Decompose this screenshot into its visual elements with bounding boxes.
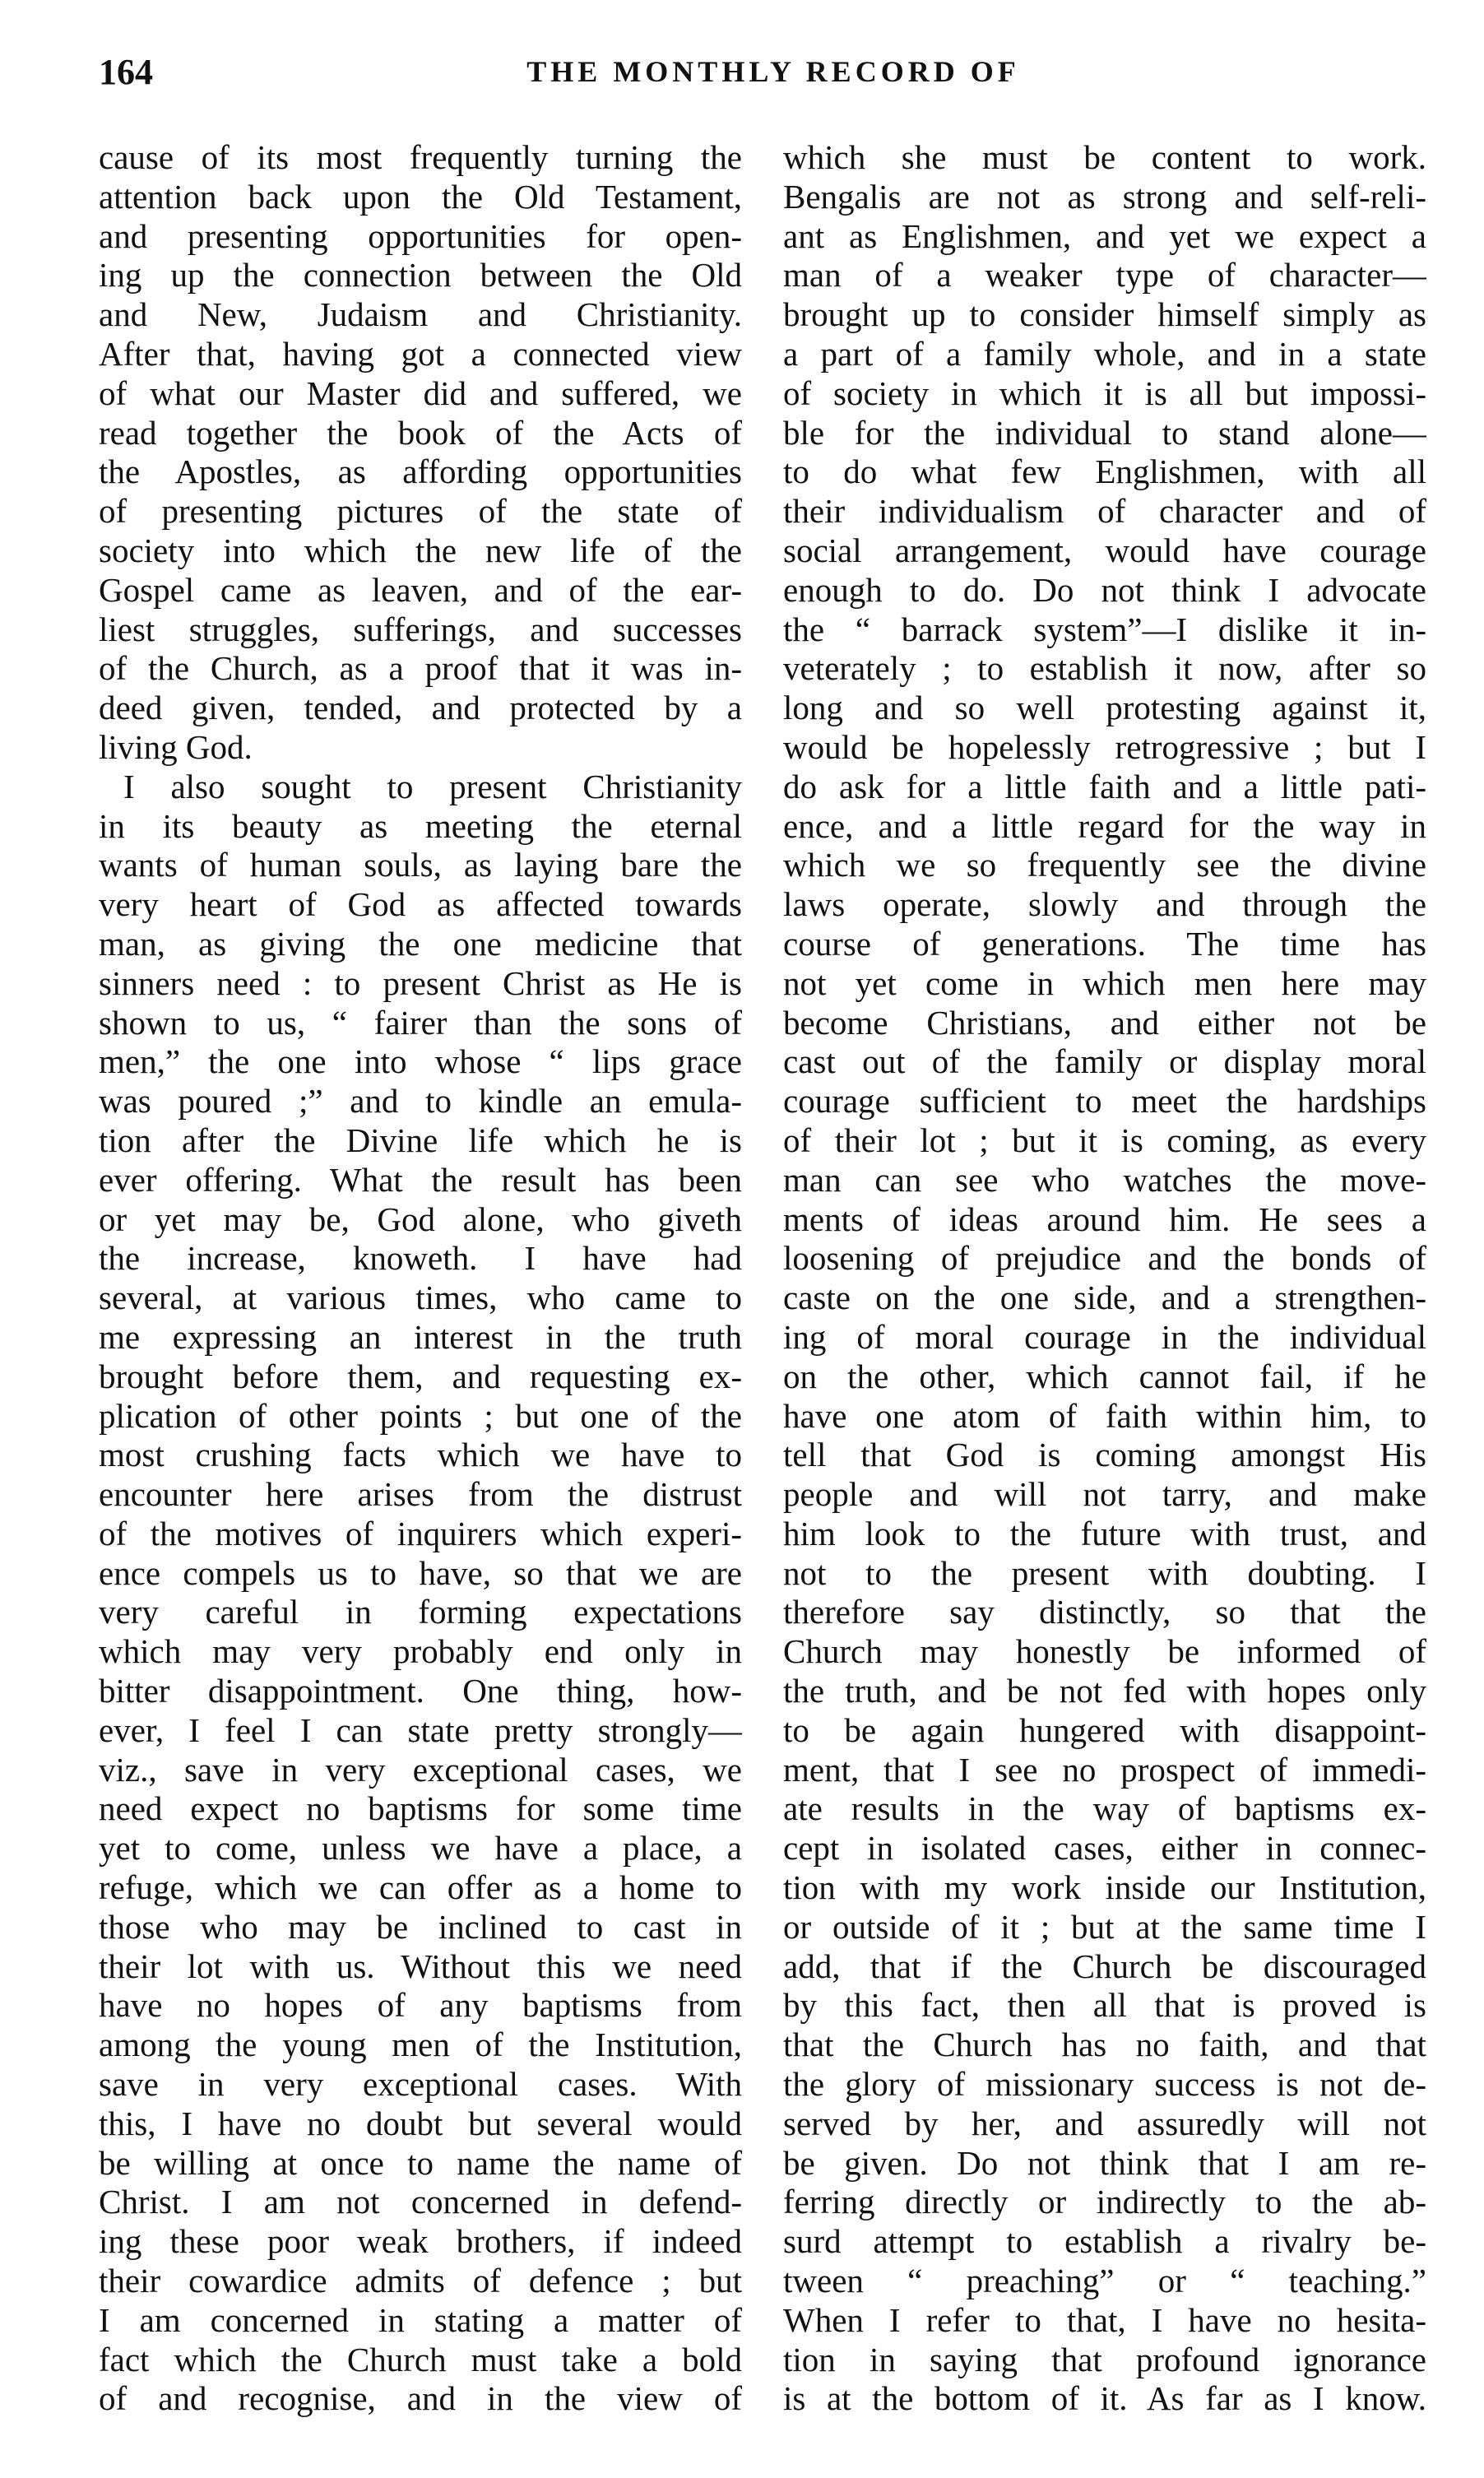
text-line: which she must be content to work. bbox=[783, 138, 1426, 176]
left-column bbox=[99, 138, 742, 2419]
text-line: viz., save in very exceptional cases, we bbox=[99, 1750, 742, 1789]
text-line: ing up the connection between the Old bbox=[99, 256, 742, 295]
text-line: tion with my work inside our Institution, bbox=[783, 1868, 1426, 1907]
text-line: of the Church, as a proof that it was in- bbox=[99, 649, 742, 688]
text-line: ments of ideas around him. He sees a bbox=[783, 1200, 1426, 1238]
text-line: most crushing facts which we have to bbox=[99, 1436, 742, 1474]
text-line: sinners need : to present Christ as He is bbox=[99, 963, 742, 1002]
text-line: of society in which it is all but impossi- bbox=[783, 374, 1426, 412]
text-line: become Christians, and either not be bbox=[783, 1003, 1426, 1042]
text-line: ment, that I see no prospect of immedi- bbox=[783, 1750, 1426, 1789]
text-line: ing these poor weak brothers, if indeed bbox=[99, 2222, 742, 2261]
text-line: not to the present with doubting. I bbox=[783, 1553, 1426, 1592]
text-line: him look to the future with trust, and bbox=[783, 1514, 1426, 1552]
text-line: to do what few Englishmen, with all bbox=[783, 452, 1426, 491]
text-line: would be hopelessly retrogressive ; but I bbox=[783, 727, 1426, 766]
text-line: very heart of God as affected towards bbox=[99, 885, 742, 924]
text-line: long and so well protesting against it, bbox=[783, 689, 1426, 727]
text-line: ing of moral courage in the individual bbox=[783, 1317, 1426, 1356]
text-line: man, as giving the one medicine that bbox=[99, 924, 742, 963]
text-line: encounter here arises from the distrust bbox=[99, 1475, 742, 1514]
text-line: of presenting pictures of the state of bbox=[99, 492, 742, 531]
text-line: deed given, tended, and protected by a bbox=[99, 689, 742, 727]
text-line: be given. Do not think that I am re- bbox=[783, 2143, 1426, 2182]
text-line: man of a weaker type of character— bbox=[783, 256, 1426, 295]
text-line: Church may honestly be informed of bbox=[783, 1632, 1426, 1671]
text-line: of the motives of inquirers which experi- bbox=[99, 1514, 742, 1552]
text-line: in its beauty as meeting the eternal bbox=[99, 806, 742, 845]
text-line: living God. bbox=[99, 727, 253, 766]
text-line: and New, Judaism and Christianity. bbox=[99, 295, 742, 334]
text-line: plication of other points ; but one of the bbox=[99, 1396, 742, 1435]
text-line: men,” the one into whose “ lips grace bbox=[99, 1042, 742, 1081]
text-line: to be again hungered with disappoint- bbox=[783, 1710, 1426, 1749]
text-line: When I refer to that, I have no hesita- bbox=[783, 2300, 1426, 2339]
text-line: tion in saying that profound ignorance bbox=[783, 2340, 1426, 2378]
text-line: attention back upon the Old Testament, bbox=[99, 177, 742, 216]
text-line: or outside of it ; but at the same time I bbox=[783, 1907, 1426, 1946]
text-line: brought before them, and requesting ex- bbox=[99, 1357, 742, 1395]
text-line: ant as Englishmen, and yet we expect a bbox=[783, 216, 1426, 255]
text-line: ate results in the way of baptisms ex- bbox=[783, 1789, 1426, 1828]
text-line: of their lot ; but it is coming, as every bbox=[783, 1121, 1426, 1159]
text-line: Christ. I am not concerned in defend- bbox=[99, 2183, 742, 2221]
text-line: ence, and a little regard for the way in bbox=[783, 806, 1426, 845]
text-line: be willing at once to name the name of bbox=[99, 2143, 742, 2182]
text-line: ever offering. What the result has been bbox=[99, 1160, 742, 1199]
text-line: which we so frequently see the divine bbox=[783, 846, 1426, 884]
text-line: yet to come, unless we have a place, a bbox=[99, 1829, 742, 1868]
text-line: cause of its most frequently turning the bbox=[99, 138, 742, 176]
text-line: save in very exceptional cases. With bbox=[99, 2065, 742, 2104]
text-line: this, I have no doubt but several would bbox=[99, 2104, 742, 2142]
page-number: 164 bbox=[99, 52, 153, 92]
text-line: surd attempt to establish a rivalry be- bbox=[783, 2222, 1426, 2261]
text-line: very careful in forming expectations bbox=[99, 1593, 742, 1631]
text-line: their individualism of character and of bbox=[783, 492, 1426, 531]
text-line: the “ barrack system”—I dislike it in- bbox=[783, 610, 1426, 648]
text-line: tween “ preaching” or “ teaching.” bbox=[783, 2262, 1426, 2300]
text-line: read together the book of the Acts of bbox=[99, 413, 742, 452]
text-line: people and will not tarry, and make bbox=[783, 1475, 1426, 1514]
text-line: course of generations. The time has bbox=[783, 924, 1426, 963]
text-line: wants of human souls, as laying bare the bbox=[99, 846, 742, 884]
text-line: caste on the one side, and a strengthen- bbox=[783, 1278, 1426, 1317]
text-line: the increase, knoweth. I have had bbox=[99, 1239, 742, 1278]
text-line: tion after the Divine life which he is bbox=[99, 1121, 742, 1159]
text-line: the glory of missionary success is not de- bbox=[783, 2065, 1426, 2104]
text-line: tell that God is coming amongst His bbox=[783, 1436, 1426, 1474]
text-line: on the other, which cannot fail, if he bbox=[783, 1357, 1426, 1395]
text-line: add, that if the Church be discouraged bbox=[783, 1947, 1426, 1985]
text-line: veterately ; to establish it now, after so bbox=[783, 649, 1426, 688]
text-line: have one atom of faith within him, to bbox=[783, 1396, 1426, 1435]
text-line: shown to us, “ fairer than the sons of bbox=[99, 1003, 742, 1042]
text-line: cept in isolated cases, either in connec- bbox=[783, 1829, 1426, 1868]
page-header bbox=[99, 51, 1448, 100]
text-line: therefore say distinctly, so that the bbox=[783, 1593, 1426, 1631]
text-line: loosening of prejudice and the bonds of bbox=[783, 1239, 1426, 1278]
text-line: After that, having got a connected view bbox=[99, 334, 742, 373]
text-line: was poured ;” and to kindle an emula- bbox=[99, 1082, 742, 1121]
text-line: of what our Master did and suffered, we bbox=[99, 374, 742, 412]
text-line: society into which the new life of the bbox=[99, 531, 742, 569]
text-line: is at the bottom of it. As far as I know. bbox=[783, 2379, 1426, 2418]
text-line: served by her, and assuredly will not bbox=[783, 2104, 1426, 2142]
text-line: not yet come in which men here may bbox=[783, 963, 1426, 1002]
text-line: need expect no baptisms for some time bbox=[99, 1789, 742, 1828]
text-line: those who may be inclined to cast in bbox=[99, 1907, 742, 1946]
text-line: that the Church has no faith, and that bbox=[783, 2026, 1426, 2064]
text-line: enough to do. Do not think I advocate bbox=[783, 570, 1426, 609]
text-line: among the young men of the Institution, bbox=[99, 2026, 742, 2064]
text-line: or yet may be, God alone, who giveth bbox=[99, 1200, 742, 1238]
text-line: brought up to consider himself simply as bbox=[783, 295, 1426, 334]
text-line: I also sought to present Christianity bbox=[123, 767, 742, 805]
text-line: man can see who watches the move- bbox=[783, 1160, 1426, 1199]
text-line: their lot with us. Without this we need bbox=[99, 1947, 742, 1985]
text-line: by this fact, then all that is proved is bbox=[783, 1986, 1426, 2025]
text-line: several, at various times, who came to bbox=[99, 1278, 742, 1317]
text-line: me expressing an interest in the truth bbox=[99, 1317, 742, 1356]
text-line: fact which the Church must take a bold bbox=[99, 2340, 742, 2378]
text-line: do ask for a little faith and a little pati- bbox=[783, 767, 1426, 805]
text-line: ever, I feel I can state pretty strongly— bbox=[99, 1710, 742, 1749]
text-line: their cowardice admits of defence ; but bbox=[99, 2262, 742, 2300]
text-line: bitter disappointment. One thing, how- bbox=[99, 1672, 742, 1710]
text-line: liest struggles, sufferings, and successes bbox=[99, 610, 742, 648]
text-line: Bengalis are not as strong and self-reli- bbox=[783, 177, 1426, 216]
running-title: THE MONTHLY RECORD OF bbox=[526, 55, 1020, 88]
text-line: and presenting opportunities for open- bbox=[99, 216, 742, 255]
text-line: cast out of the family or display moral bbox=[783, 1042, 1426, 1081]
text-line: ble for the individual to stand alone— bbox=[783, 413, 1426, 452]
text-line: social arrangement, would have courage bbox=[783, 531, 1426, 569]
text-line: courage sufficient to meet the hardships bbox=[783, 1082, 1426, 1121]
text-line: the Apostles, as affording opportunities bbox=[99, 452, 742, 491]
text-line: have no hopes of any baptisms from bbox=[99, 1986, 742, 2025]
text-line: ferring directly or indirectly to the ab- bbox=[783, 2183, 1426, 2221]
text-line: ence compels us to have, so that we are bbox=[99, 1553, 742, 1592]
right-column bbox=[783, 138, 1426, 2419]
text-line: Gospel came as leaven, and of the ear- bbox=[99, 570, 742, 609]
text-line: the truth, and be not fed with hopes only bbox=[783, 1672, 1426, 1710]
text-line: which may very probably end only in bbox=[99, 1632, 742, 1671]
text-line: a part of a family whole, and in a state bbox=[783, 334, 1426, 373]
text-line: laws operate, slowly and through the bbox=[783, 885, 1426, 924]
text-line: refuge, which we can offer as a home to bbox=[99, 1868, 742, 1907]
text-line: of and recognise, and in the view of bbox=[99, 2379, 742, 2418]
text-line: I am concerned in stating a matter of bbox=[99, 2300, 742, 2339]
